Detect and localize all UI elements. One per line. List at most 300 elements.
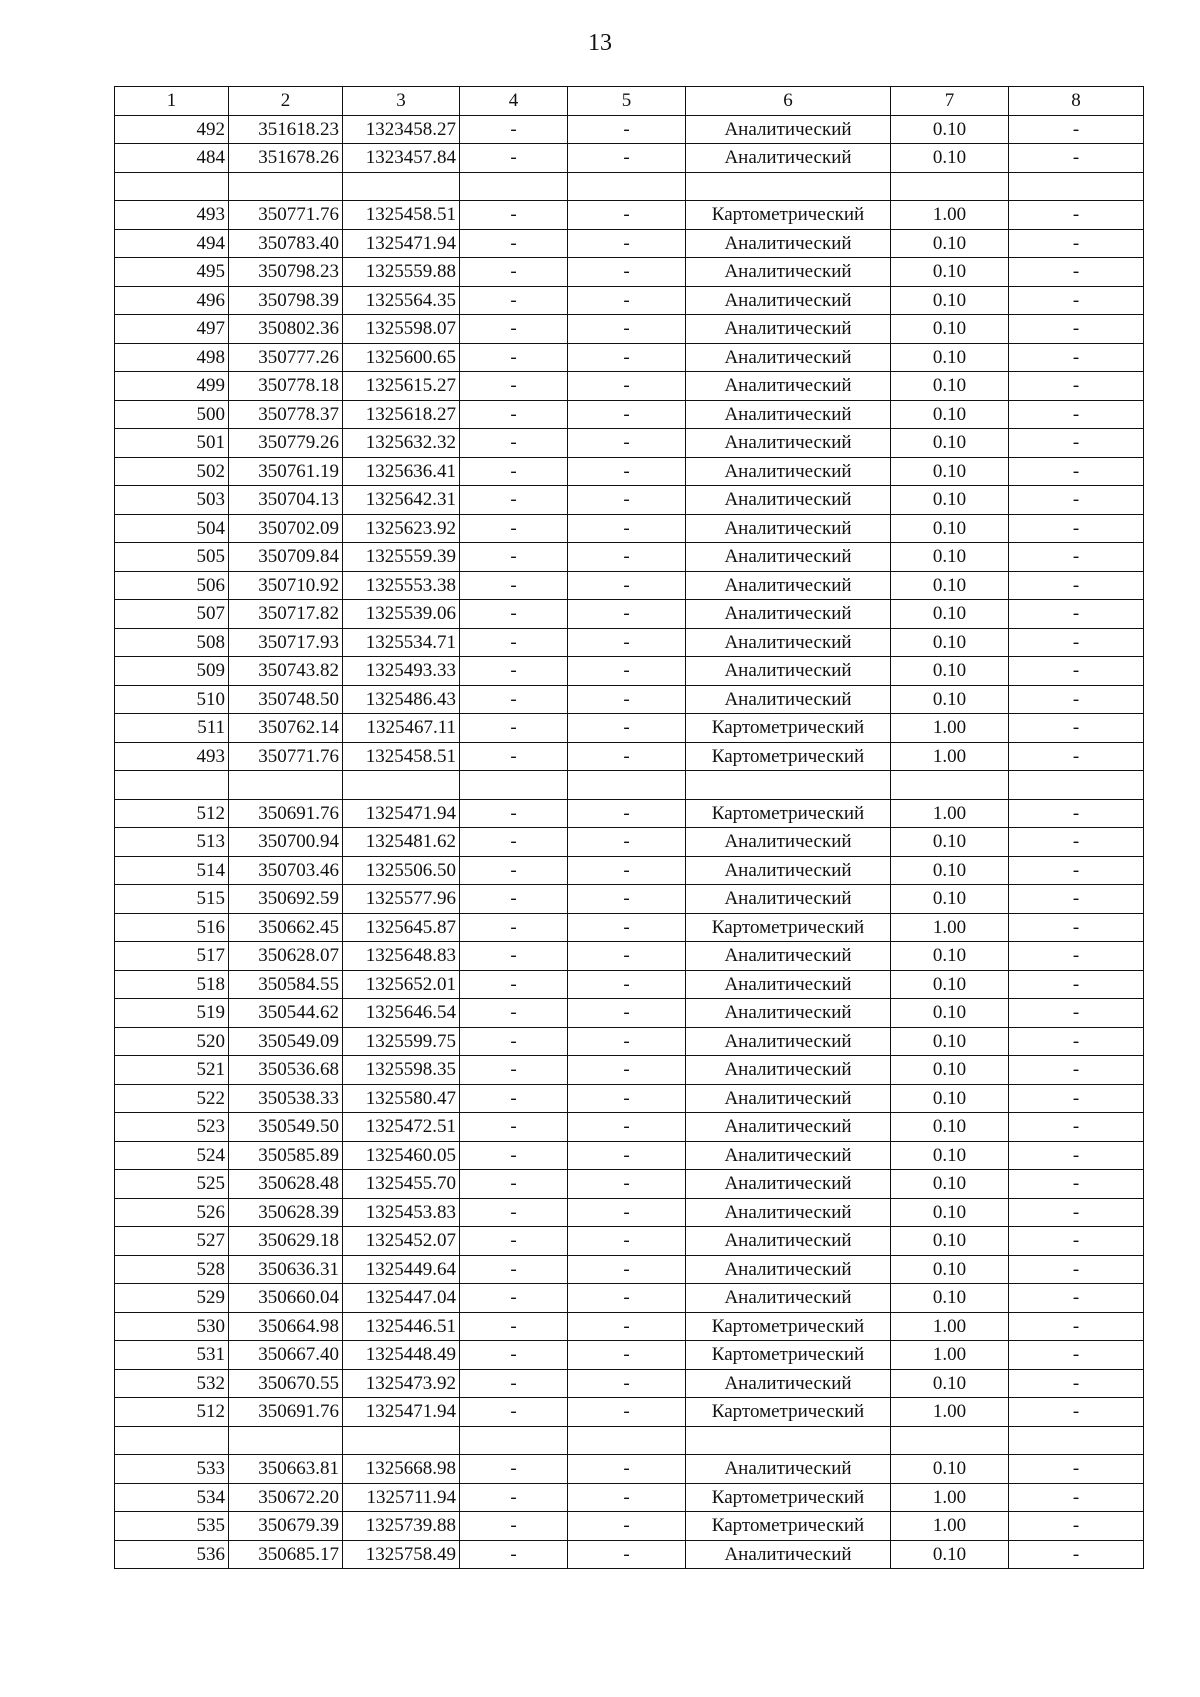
- table-cell: 1325473.92: [343, 1369, 460, 1398]
- table-cell: -: [568, 856, 686, 885]
- table-row: [115, 514, 1144, 543]
- table-row: [115, 144, 1144, 173]
- table-cell: -: [460, 999, 568, 1028]
- table-cell: Картометрический: [686, 742, 891, 771]
- table-cell: 0.10: [891, 628, 1009, 657]
- table-cell: 351678.26: [229, 144, 343, 173]
- table-cell: [460, 1426, 568, 1455]
- table-cell: 1.00: [891, 799, 1009, 828]
- table-cell: Картометрический: [686, 913, 891, 942]
- table-cell: -: [460, 115, 568, 144]
- column-header: 5: [568, 87, 686, 116]
- table-cell: 496: [115, 286, 229, 315]
- table-cell: 502: [115, 457, 229, 486]
- table-cell: 0.10: [891, 457, 1009, 486]
- table-cell: 1325493.33: [343, 657, 460, 686]
- table-cell: 350628.48: [229, 1170, 343, 1199]
- table-cell: 0.10: [891, 486, 1009, 515]
- table-cell: -: [1009, 201, 1144, 230]
- table-row: [115, 457, 1144, 486]
- table-cell: [229, 771, 343, 800]
- table-cell: 530: [115, 1312, 229, 1341]
- separator-row: [115, 771, 1144, 800]
- table-cell: 1323457.84: [343, 144, 460, 173]
- table-cell: 350691.76: [229, 1398, 343, 1427]
- table-cell: -: [568, 1512, 686, 1541]
- table-cell: 531: [115, 1341, 229, 1370]
- table-cell: 1325758.49: [343, 1540, 460, 1569]
- table-cell: 1325455.70: [343, 1170, 460, 1199]
- table-cell: 520: [115, 1027, 229, 1056]
- table-cell: 350628.07: [229, 942, 343, 971]
- table-row: [115, 343, 1144, 372]
- table-cell: [891, 771, 1009, 800]
- table-cell: -: [1009, 999, 1144, 1028]
- table-cell: -: [1009, 742, 1144, 771]
- table-cell: -: [568, 400, 686, 429]
- table-cell: Аналитический: [686, 628, 891, 657]
- table-cell: -: [1009, 286, 1144, 315]
- table-cell: -: [568, 685, 686, 714]
- separator-row: [115, 172, 1144, 201]
- column-header: 2: [229, 87, 343, 116]
- table-cell: 0.10: [891, 514, 1009, 543]
- table-row: [115, 115, 1144, 144]
- table-cell: -: [568, 1369, 686, 1398]
- table-cell: Картометрический: [686, 1341, 891, 1370]
- table-cell: -: [460, 628, 568, 657]
- table-cell: 1325623.92: [343, 514, 460, 543]
- table-cell: 350538.33: [229, 1084, 343, 1113]
- table-cell: 350544.62: [229, 999, 343, 1028]
- table-cell: 497: [115, 315, 229, 344]
- table-cell: -: [460, 1141, 568, 1170]
- table-cell: 350779.26: [229, 429, 343, 458]
- table-cell: 350802.36: [229, 315, 343, 344]
- table-cell: -: [1009, 1084, 1144, 1113]
- table-cell: 350748.50: [229, 685, 343, 714]
- table-cell: 350743.82: [229, 657, 343, 686]
- table-cell: Аналитический: [686, 1113, 891, 1142]
- table-cell: -: [460, 1255, 568, 1284]
- table-cell: Аналитический: [686, 429, 891, 458]
- table-cell: 0.10: [891, 1198, 1009, 1227]
- table-cell: 350717.82: [229, 600, 343, 629]
- table-cell: Аналитический: [686, 1540, 891, 1569]
- table-cell: -: [568, 1027, 686, 1056]
- table-cell: -: [1009, 970, 1144, 999]
- table-cell: Картометрический: [686, 1398, 891, 1427]
- table-cell: 1.00: [891, 742, 1009, 771]
- table-row: [115, 685, 1144, 714]
- table-cell: -: [568, 372, 686, 401]
- table-row: [115, 1341, 1144, 1370]
- table-cell: -: [460, 286, 568, 315]
- table-cell: 1325636.41: [343, 457, 460, 486]
- table-row: [115, 486, 1144, 515]
- table-cell: 1325632.32: [343, 429, 460, 458]
- table-row: [115, 942, 1144, 971]
- table-cell: 1323458.27: [343, 115, 460, 144]
- table-cell: Аналитический: [686, 1227, 891, 1256]
- separator-row: [115, 1426, 1144, 1455]
- table-cell: -: [568, 115, 686, 144]
- table-row: [115, 885, 1144, 914]
- table-cell: [686, 771, 891, 800]
- table-cell: 1325458.51: [343, 742, 460, 771]
- table-cell: [1009, 771, 1144, 800]
- table-cell: 1325471.94: [343, 1398, 460, 1427]
- table-cell: 0.10: [891, 1369, 1009, 1398]
- table-row: [115, 1369, 1144, 1398]
- table-cell: 493: [115, 742, 229, 771]
- table-cell: -: [1009, 315, 1144, 344]
- table-cell: 0.10: [891, 543, 1009, 572]
- table-cell: -: [460, 1113, 568, 1142]
- table-cell: -: [1009, 229, 1144, 258]
- table-row: [115, 657, 1144, 686]
- table-cell: -: [568, 942, 686, 971]
- table-cell: 350761.19: [229, 457, 343, 486]
- table-cell: -: [568, 258, 686, 287]
- table-cell: 350660.04: [229, 1284, 343, 1313]
- table-cell: -: [1009, 1141, 1144, 1170]
- table-cell: -: [568, 1113, 686, 1142]
- table-cell: -: [460, 486, 568, 515]
- table-cell: -: [1009, 1198, 1144, 1227]
- table-cell: 519: [115, 999, 229, 1028]
- table-cell: 509: [115, 657, 229, 686]
- table-cell: -: [568, 1255, 686, 1284]
- table-cell: -: [460, 1056, 568, 1085]
- table-cell: 1325481.62: [343, 828, 460, 857]
- table-cell: -: [568, 1056, 686, 1085]
- table-row: [115, 1512, 1144, 1541]
- table-cell: 532: [115, 1369, 229, 1398]
- table-cell: -: [568, 885, 686, 914]
- table-cell: [115, 771, 229, 800]
- table-cell: Аналитический: [686, 543, 891, 572]
- table-cell: 1325599.75: [343, 1027, 460, 1056]
- table-cell: Аналитический: [686, 144, 891, 173]
- table-cell: 350691.76: [229, 799, 343, 828]
- table-cell: 350536.68: [229, 1056, 343, 1085]
- table-cell: -: [1009, 258, 1144, 287]
- table-cell: 350662.45: [229, 913, 343, 942]
- table-row: [115, 1483, 1144, 1512]
- table-row: [115, 1227, 1144, 1256]
- column-header: 4: [460, 87, 568, 116]
- table-cell: 350702.09: [229, 514, 343, 543]
- table-cell: Аналитический: [686, 657, 891, 686]
- table-cell: -: [460, 885, 568, 914]
- table-cell: -: [568, 828, 686, 857]
- table-row: [115, 229, 1144, 258]
- table-cell: Аналитический: [686, 400, 891, 429]
- table-cell: -: [568, 144, 686, 173]
- table-cell: [686, 1426, 891, 1455]
- table-cell: [229, 172, 343, 201]
- table-cell: -: [568, 343, 686, 372]
- table-cell: 1325559.39: [343, 543, 460, 572]
- table-cell: 350778.37: [229, 400, 343, 429]
- table-cell: 350771.76: [229, 201, 343, 230]
- table-cell: 526: [115, 1198, 229, 1227]
- table-cell: 1325711.94: [343, 1483, 460, 1512]
- table-cell: 0.10: [891, 1255, 1009, 1284]
- table-cell: 521: [115, 1056, 229, 1085]
- table-cell: Аналитический: [686, 1455, 891, 1484]
- table-cell: Аналитический: [686, 600, 891, 629]
- table-cell: 350667.40: [229, 1341, 343, 1370]
- table-cell: [460, 172, 568, 201]
- table-cell: 1325642.31: [343, 486, 460, 515]
- table-cell: -: [460, 657, 568, 686]
- table-cell: 1325615.27: [343, 372, 460, 401]
- table-cell: [1009, 1426, 1144, 1455]
- table-cell: Аналитический: [686, 1284, 891, 1313]
- table-cell: 1325453.83: [343, 1198, 460, 1227]
- table-cell: 511: [115, 714, 229, 743]
- table-cell: 350783.40: [229, 229, 343, 258]
- table-cell: 1.00: [891, 714, 1009, 743]
- table-cell: -: [460, 600, 568, 629]
- table-cell: -: [460, 429, 568, 458]
- table-cell: -: [568, 571, 686, 600]
- table-cell: 0.10: [891, 229, 1009, 258]
- table-cell: -: [460, 144, 568, 173]
- table-cell: -: [460, 372, 568, 401]
- table-cell: Аналитический: [686, 1027, 891, 1056]
- table-cell: -: [568, 1312, 686, 1341]
- table-row: [115, 1312, 1144, 1341]
- table-cell: -: [568, 799, 686, 828]
- table-cell: 1.00: [891, 913, 1009, 942]
- table-cell: 0.10: [891, 400, 1009, 429]
- table-cell: 0.10: [891, 1084, 1009, 1113]
- table-cell: 0.10: [891, 942, 1009, 971]
- table-cell: 484: [115, 144, 229, 173]
- table-cell: Аналитический: [686, 999, 891, 1028]
- table-cell: 0.10: [891, 115, 1009, 144]
- table-cell: 350717.93: [229, 628, 343, 657]
- table-cell: -: [460, 1512, 568, 1541]
- table-cell: -: [1009, 1512, 1144, 1541]
- table-cell: 493: [115, 201, 229, 230]
- header-row: [115, 87, 1144, 116]
- table-cell: 1.00: [891, 1398, 1009, 1427]
- table-cell: -: [460, 1540, 568, 1569]
- column-header: 7: [891, 87, 1009, 116]
- table-cell: 0.10: [891, 1113, 1009, 1142]
- table-cell: -: [460, 970, 568, 999]
- table-cell: 503: [115, 486, 229, 515]
- table-cell: -: [1009, 1312, 1144, 1341]
- table-cell: 0.10: [891, 1540, 1009, 1569]
- table-row: [115, 1198, 1144, 1227]
- table-row: [115, 543, 1144, 572]
- table-cell: 350549.50: [229, 1113, 343, 1142]
- table-cell: [568, 1426, 686, 1455]
- table-cell: -: [460, 1398, 568, 1427]
- table-cell: Аналитический: [686, 286, 891, 315]
- table-cell: Аналитический: [686, 885, 891, 914]
- table-row: [115, 1455, 1144, 1484]
- table-cell: 350679.39: [229, 1512, 343, 1541]
- table-cell: 0.10: [891, 1170, 1009, 1199]
- table-cell: 0.10: [891, 315, 1009, 344]
- table-cell: [891, 1426, 1009, 1455]
- table-row: [115, 1113, 1144, 1142]
- table-cell: 1325449.64: [343, 1255, 460, 1284]
- table-cell: [115, 1426, 229, 1455]
- table-row: [115, 1141, 1144, 1170]
- table-cell: 350771.76: [229, 742, 343, 771]
- table-cell: -: [1009, 714, 1144, 743]
- table-cell: 1325553.38: [343, 571, 460, 600]
- table-row: [115, 628, 1144, 657]
- table-cell: -: [1009, 343, 1144, 372]
- table-cell: Аналитический: [686, 229, 891, 258]
- table-cell: -: [568, 1284, 686, 1313]
- table-cell: -: [568, 486, 686, 515]
- table-cell: Аналитический: [686, 1056, 891, 1085]
- table-cell: [115, 172, 229, 201]
- table-cell: -: [1009, 1027, 1144, 1056]
- table-cell: 350585.89: [229, 1141, 343, 1170]
- table-cell: Аналитический: [686, 942, 891, 971]
- table-cell: 1325534.71: [343, 628, 460, 657]
- table-cell: [1009, 172, 1144, 201]
- table-cell: 350798.39: [229, 286, 343, 315]
- table-cell: -: [568, 286, 686, 315]
- table-cell: -: [568, 1170, 686, 1199]
- table-cell: 512: [115, 1398, 229, 1427]
- table-cell: Аналитический: [686, 1084, 891, 1113]
- table-cell: 522: [115, 1084, 229, 1113]
- column-header: 6: [686, 87, 891, 116]
- table-cell: 0.10: [891, 999, 1009, 1028]
- table-cell: -: [568, 1198, 686, 1227]
- table-cell: -: [460, 913, 568, 942]
- table-cell: -: [1009, 372, 1144, 401]
- table-cell: 350762.14: [229, 714, 343, 743]
- table-cell: [568, 172, 686, 201]
- table-cell: [343, 1426, 460, 1455]
- table-cell: -: [1009, 828, 1144, 857]
- column-header: 8: [1009, 87, 1144, 116]
- table-cell: 528: [115, 1255, 229, 1284]
- table-cell: 533: [115, 1455, 229, 1484]
- table-cell: -: [568, 315, 686, 344]
- table-cell: -: [568, 742, 686, 771]
- table-cell: -: [568, 628, 686, 657]
- table-cell: Аналитический: [686, 856, 891, 885]
- table-cell: 0.10: [891, 1027, 1009, 1056]
- table-row: [115, 1255, 1144, 1284]
- table-cell: -: [568, 1483, 686, 1512]
- table-cell: 350672.20: [229, 1483, 343, 1512]
- table-cell: -: [1009, 571, 1144, 600]
- table-cell: -: [1009, 1455, 1144, 1484]
- table-cell: 1325447.04: [343, 1284, 460, 1313]
- table-cell: -: [1009, 1369, 1144, 1398]
- table-cell: -: [568, 201, 686, 230]
- table-cell: 0.10: [891, 429, 1009, 458]
- table-cell: 0.10: [891, 571, 1009, 600]
- table-cell: Аналитический: [686, 1141, 891, 1170]
- table-cell: 0.10: [891, 685, 1009, 714]
- table-cell: 350700.94: [229, 828, 343, 857]
- page-number: 13: [588, 30, 612, 56]
- table-cell: Картометрический: [686, 1512, 891, 1541]
- table-cell: 0.10: [891, 970, 1009, 999]
- table-cell: -: [460, 828, 568, 857]
- table-cell: 508: [115, 628, 229, 657]
- table-cell: 350710.92: [229, 571, 343, 600]
- table-cell: -: [1009, 1398, 1144, 1427]
- table-row: [115, 400, 1144, 429]
- table-cell: 524: [115, 1141, 229, 1170]
- table-cell: Аналитический: [686, 315, 891, 344]
- table-cell: 0.10: [891, 600, 1009, 629]
- table-cell: 513: [115, 828, 229, 857]
- table-cell: -: [460, 457, 568, 486]
- table-cell: -: [568, 229, 686, 258]
- table-cell: 1325646.54: [343, 999, 460, 1028]
- table-cell: 0.10: [891, 885, 1009, 914]
- table-cell: -: [568, 1084, 686, 1113]
- table-cell: -: [1009, 1056, 1144, 1085]
- table-cell: 1325598.35: [343, 1056, 460, 1085]
- table-cell: -: [460, 856, 568, 885]
- table-cell: -: [460, 514, 568, 543]
- table-cell: [343, 771, 460, 800]
- table-cell: -: [460, 1369, 568, 1398]
- table-cell: -: [1009, 1227, 1144, 1256]
- table-row: [115, 856, 1144, 885]
- table-cell: 1325564.35: [343, 286, 460, 315]
- table-cell: 350692.59: [229, 885, 343, 914]
- table-cell: -: [1009, 144, 1144, 173]
- table-cell: -: [568, 1141, 686, 1170]
- table-cell: -: [568, 999, 686, 1028]
- table-cell: 0.10: [891, 1141, 1009, 1170]
- table-cell: -: [568, 970, 686, 999]
- table-cell: -: [460, 1170, 568, 1199]
- table-cell: -: [460, 201, 568, 230]
- table-cell: 499: [115, 372, 229, 401]
- table-cell: 1325458.51: [343, 201, 460, 230]
- table-cell: 0.10: [891, 343, 1009, 372]
- table-cell: 350670.55: [229, 1369, 343, 1398]
- table-cell: 0.10: [891, 1227, 1009, 1256]
- table-cell: -: [460, 1198, 568, 1227]
- table-cell: [891, 172, 1009, 201]
- table-cell: -: [460, 1084, 568, 1113]
- table-cell: Картометрический: [686, 714, 891, 743]
- table-cell: -: [460, 1027, 568, 1056]
- table-cell: 350549.09: [229, 1027, 343, 1056]
- table-cell: [229, 1426, 343, 1455]
- table-cell: 529: [115, 1284, 229, 1313]
- table-cell: 1325472.51: [343, 1113, 460, 1142]
- table-cell: -: [1009, 799, 1144, 828]
- table-cell: -: [460, 942, 568, 971]
- table-cell: 514: [115, 856, 229, 885]
- table-cell: 1325600.65: [343, 343, 460, 372]
- table-cell: 350685.17: [229, 1540, 343, 1569]
